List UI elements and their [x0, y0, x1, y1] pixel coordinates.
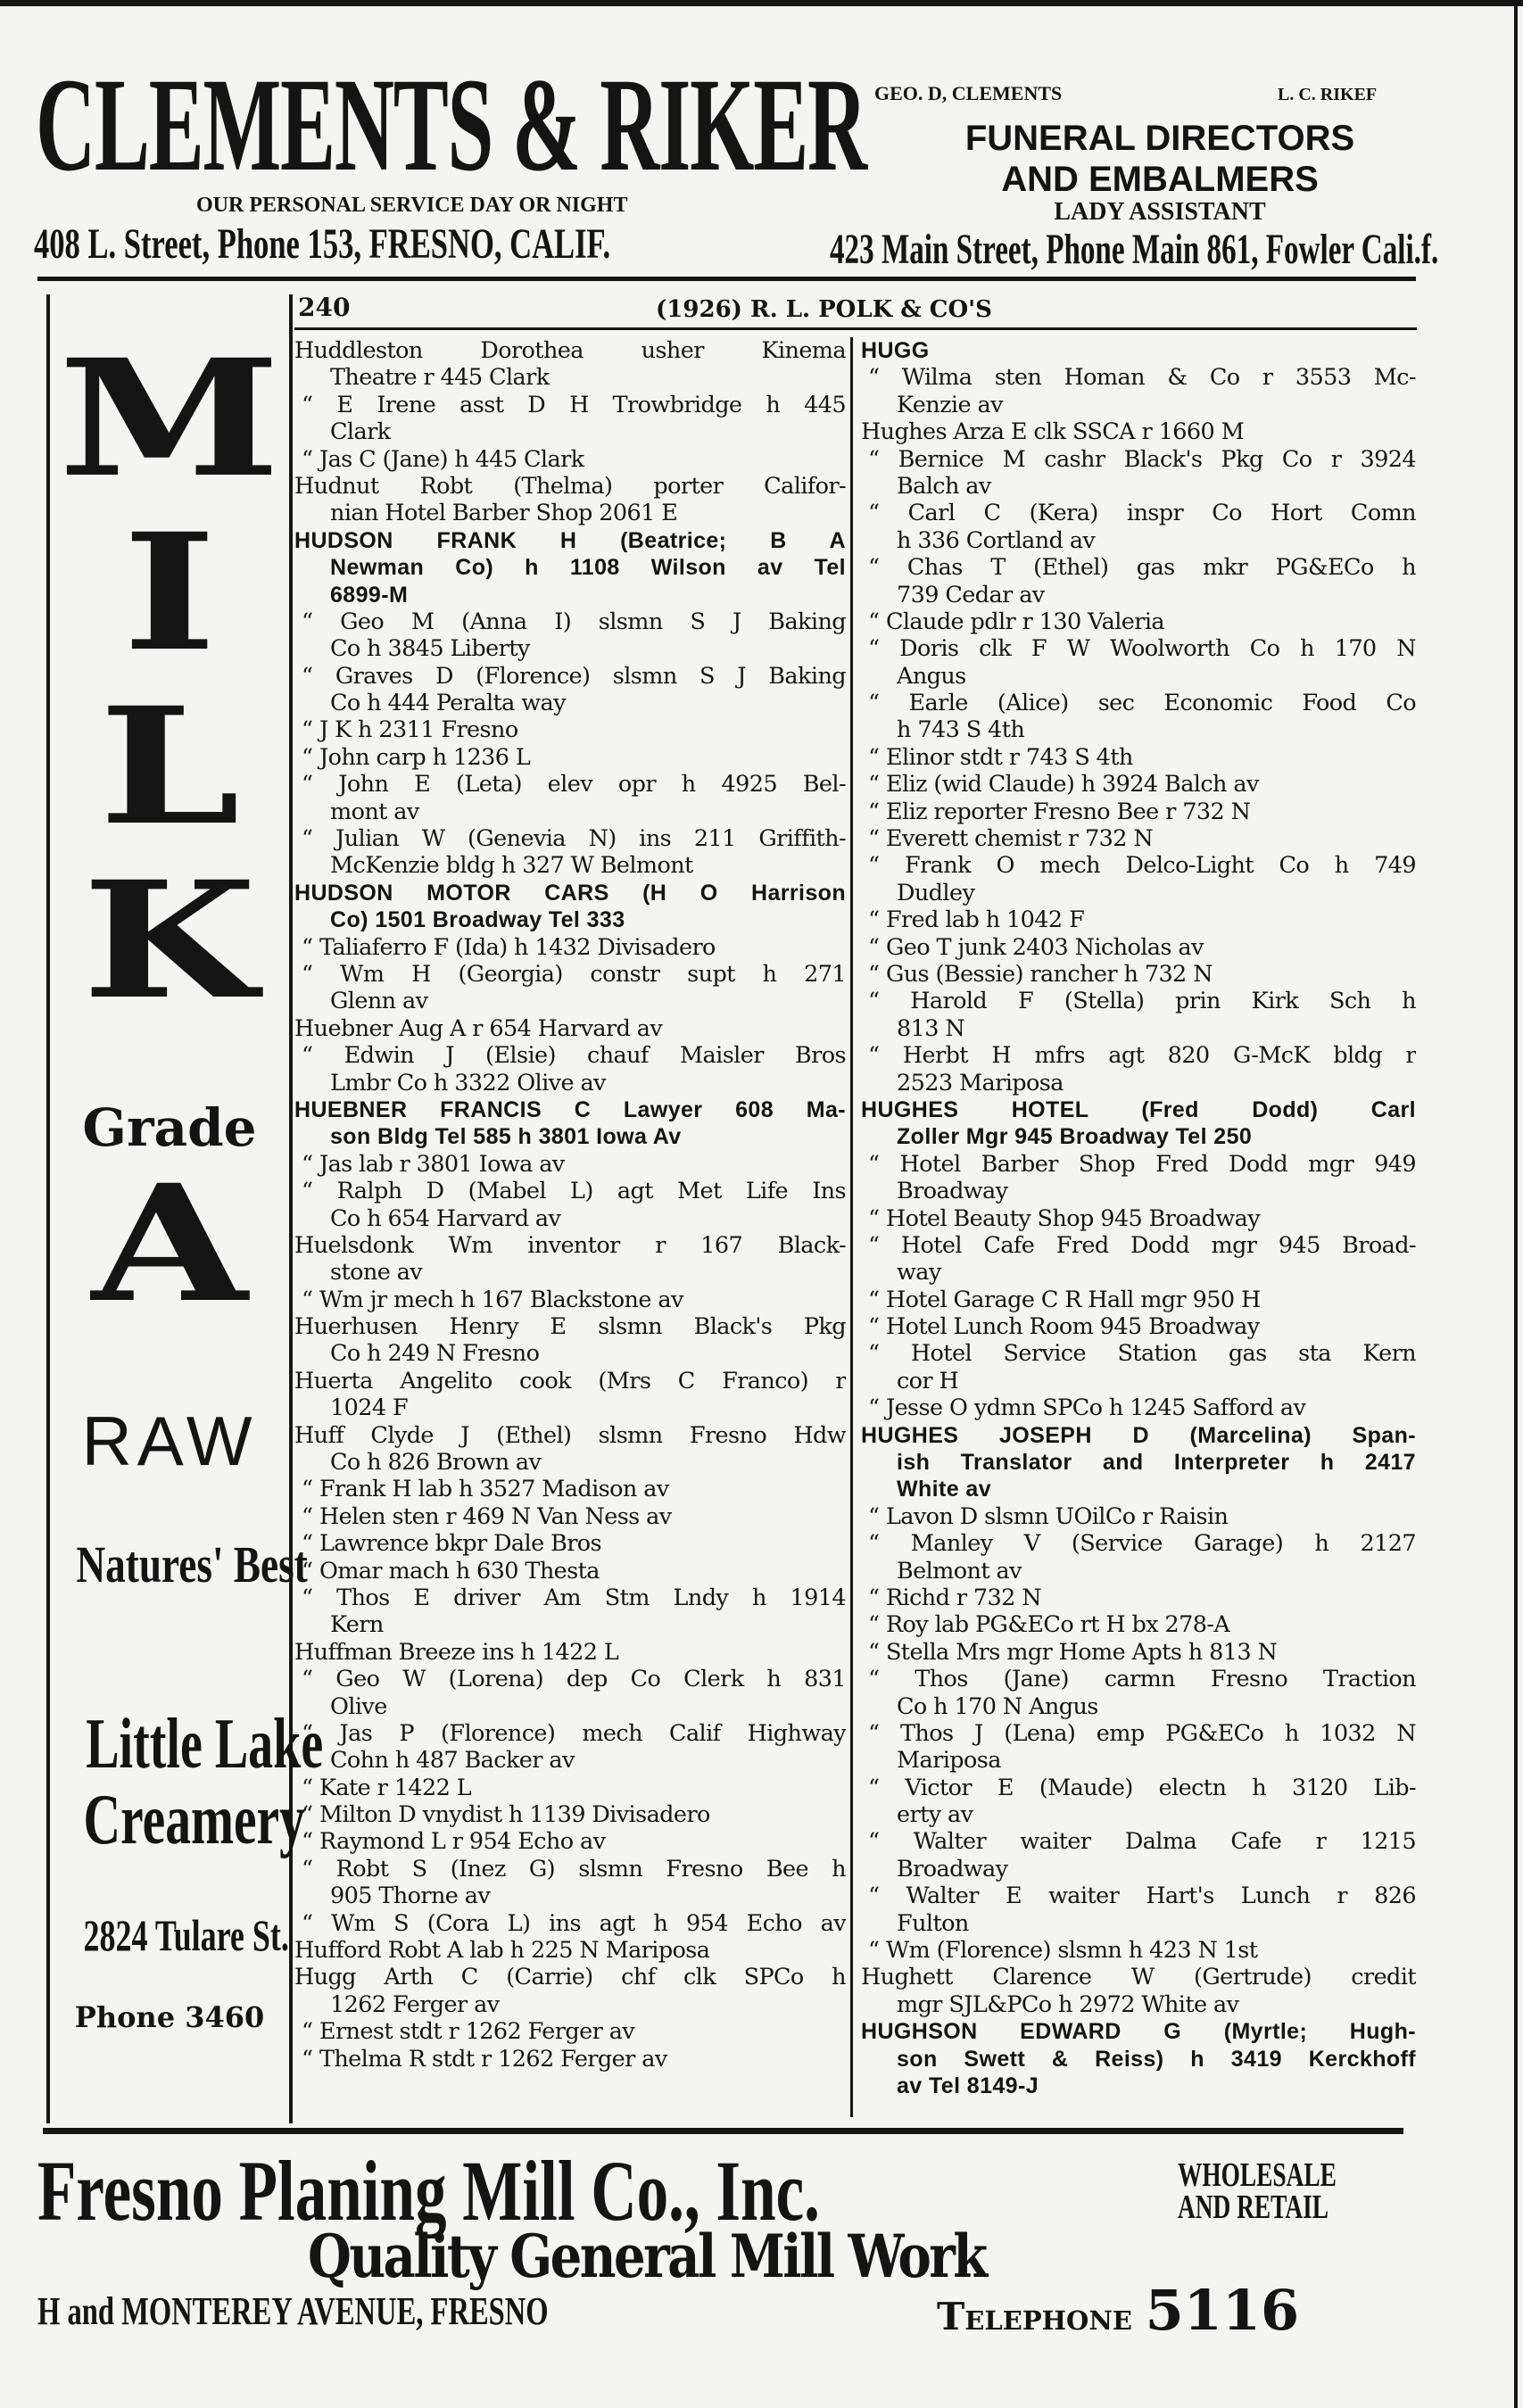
- directory-entry-line: “ Fred lab h 1042 F: [868, 906, 1085, 934]
- directory-entry-line: “ Lawrence bkpr Dale Bros: [302, 1530, 602, 1558]
- mill-wholesale-line-1: WHOLESALE: [1178, 2156, 1337, 2194]
- directory-entry-line: “ Thos E driver Am Stm Lndy h 1914: [302, 1584, 846, 1611]
- directory-entry-line: HUDSON FRANK H (Beatrice; B A: [294, 527, 846, 553]
- mill-telephone-label: Telephone: [937, 2295, 1132, 2338]
- directory-entry-line: “ Ernest stdt r 1262 Ferger av: [302, 2018, 635, 2046]
- directory-entry-line: “ Taliaferro F (Ida) h 1432 Divisadero: [302, 933, 716, 961]
- directory-entry-line: “ Lavon D slsmn UOilCo r Raisin: [868, 1502, 1229, 1530]
- directory-entry-line: Hughett Clarence W (Gertrude) credit: [861, 1964, 1416, 1991]
- directory-entry-line: “ Herbt H mfrs agt 820 G-McK bldg r: [868, 1042, 1416, 1070]
- ad-tagline: OUR PERSONAL SERVICE DAY OR NIGHT: [196, 194, 628, 217]
- directory-entry-line: mont av: [330, 798, 419, 825]
- directory-entry-line: h 743 S 4th: [897, 716, 1025, 744]
- directory-entry-line: HUGG: [861, 338, 930, 363]
- directory-entry-line: “ Helen sten r 469 N Van Ness av: [302, 1502, 672, 1530]
- directory-entry-line: “ E Irene asst D H Trowbridge h 445: [302, 391, 846, 418]
- directory-entry-line: Newman Co) h 1108 Wilson av Tel: [330, 555, 846, 581]
- directory-entry-line: erty av: [897, 1801, 973, 1829]
- directory-entry-line: son Swett & Reiss) h 3419 Kerckhoff: [897, 2046, 1416, 2072]
- directory-entry-line: Hughes Arza E clk SSCA r 1660 M: [861, 418, 1245, 446]
- directory-entry-line: 739 Cedar av: [897, 581, 1045, 608]
- directory-entry-line: Fulton: [897, 1909, 969, 1937]
- directory-entry-line: Broadway: [897, 1855, 1008, 1883]
- mill-telephone-number: 5116: [1145, 2278, 1300, 2343]
- directory-entry-line: “ Thos J (Lena) emp PG&ECo h 1032 N: [868, 1719, 1416, 1747]
- ad-service-line-1: FUNERAL DIRECTORS: [964, 119, 1355, 158]
- directory-entry-line: “ Hotel Service Station gas sta Kern: [868, 1340, 1416, 1368]
- directory-entry-line: av Tel 8149-J: [897, 2073, 1039, 2098]
- ad-service-line-2: AND EMBALMERS: [1001, 160, 1319, 199]
- directory-entry-line: “ Graves D (Florence) slsmn S J Baking: [302, 662, 846, 690]
- directory-entry-line: “ Claude pdlr r 130 Valeria: [868, 608, 1164, 635]
- directory-entry-line: “ Elinor stdt r 743 S 4th: [868, 743, 1133, 771]
- directory-entry-line: “ Gus (Bessie) rancher h 732 N: [868, 960, 1213, 988]
- directory-entry-line: “ Edwin J (Elsie) chauf Maisler Bros: [302, 1042, 846, 1070]
- directory-entry-line: “ Geo M (Anna I) slsmn S J Baking: [302, 608, 846, 635]
- directory-entry-line: “ Hotel Lunch Room 945 Broadway: [868, 1313, 1260, 1341]
- mill-wholesale-line-2: AND RETAIL: [1178, 2189, 1328, 2226]
- directory-entry-line: “ Milton D vnydist h 1139 Divisadero: [302, 1801, 710, 1829]
- directory-entry-line: “ Jesse O ydmn SPCo h 1245 Safford av: [868, 1394, 1306, 1422]
- directory-entry-line: Broadway: [897, 1178, 1008, 1205]
- directory-entry-line: “ Omar mach h 630 Thesta: [302, 1557, 600, 1585]
- footer-top-rule: [43, 2128, 1403, 2134]
- directory-entry-line: Kenzie av: [897, 391, 1003, 418]
- milk-letter-l: L: [98, 673, 241, 861]
- directory-entry-line: HUGHSON EDWARD G (Myrtle; Hugh-: [861, 2019, 1416, 2045]
- directory-entry-line: Co h 3845 Liberty: [330, 635, 530, 663]
- directory-entry-line: Huff Clyde J (Ethel) slsmn Fresno Hdw: [294, 1421, 846, 1449]
- directory-entry-line: HUGHES JOSEPH D (Marcelina) Span-: [861, 1422, 1416, 1448]
- directory-entry-line: “ Hotel Barber Shop Fred Dodd mgr 949: [868, 1150, 1416, 1178]
- directory-entry-line: “ Walter E waiter Hart's Lunch r 826: [868, 1883, 1416, 1910]
- ad-partner-left: GEO. D, CLEMENTS: [874, 82, 1063, 104]
- directory-entry-line: “ Hotel Beauty Shop 945 Broadway: [868, 1204, 1261, 1232]
- ad-partner-right: L. C. RIKEF: [1278, 85, 1378, 104]
- directory-entry-line: “ Wilma sten Homan & Co r 3553 Mc-: [868, 364, 1416, 392]
- directory-entry-line: Belmont av: [897, 1557, 1022, 1585]
- directory-entry-line: “ Eliz reporter Fresno Bee r 732 N: [868, 798, 1251, 825]
- directory-entry-line: 905 Thorne av: [330, 1883, 491, 1910]
- milk-company-line-2: Creamery: [83, 1781, 305, 1859]
- directory-entry-line: “ Raymond L r 954 Echo av: [302, 1828, 606, 1856]
- milk-address: 2824 Tulare St.: [83, 1910, 289, 1960]
- directory-entry-line: HUGHES HOTEL (Fred Dodd) Carl: [861, 1096, 1416, 1122]
- mill-telephone: [937, 2278, 1299, 2343]
- directory-entry-line: “ Frank H lab h 3527 Madison av: [302, 1476, 669, 1503]
- directory-entry-line: “ Wm S (Cora L) ins agt h 954 Echo av: [302, 1909, 846, 1937]
- directory-entry-line: Cohn h 487 Backer av: [330, 1747, 575, 1775]
- directory-entry-line: “ J K h 2311 Fresno: [302, 716, 518, 744]
- directory-entry-line: “ Wm jr mech h 167 Blackstone av: [302, 1286, 683, 1313]
- directory-entry-line: Co h 170 N Angus: [897, 1692, 1098, 1720]
- directory-entry-line: Co h 826 Brown av: [330, 1449, 542, 1477]
- directory-entry-line: Huerta Angelito cook (Mrs C Franco) r: [294, 1367, 846, 1394]
- directory-entry-line: “ Hotel Cafe Fred Dodd mgr 945 Broad-: [868, 1231, 1416, 1259]
- directory-entry-line: “ Bernice M cashr Black's Pkg Co r 3924: [868, 445, 1416, 473]
- directory-entry-line: “ Victor E (Maude) electn h 3120 Lib-: [868, 1774, 1416, 1801]
- directory-entry-line: “ Geo W (Lorena) dep Co Clerk h 831: [302, 1666, 846, 1693]
- directory-entry-line: “ Geo T junk 2403 Nicholas av: [868, 933, 1204, 961]
- top-border: [0, 0, 1523, 6]
- directory-entry-line: “ Stella Mrs mgr Home Apts h 813 N: [868, 1638, 1278, 1666]
- mill-address: H and MONTEREY AVENUE, FRESNO: [37, 2289, 549, 2333]
- directory-entry-line: 1262 Ferger av: [330, 1990, 500, 2018]
- header-bottom-rule: [37, 277, 1416, 281]
- directory-entry-line: Lmbr Co h 3322 Olive av: [330, 1069, 606, 1096]
- directory-entry-line: Co h 444 Peralta way: [330, 690, 566, 717]
- milk-grade: Grade: [82, 1097, 257, 1158]
- directory-entry-line: stone av: [330, 1259, 423, 1287]
- directory-entry-line: Dudley: [897, 879, 975, 906]
- directory-entry-line: HUEBNER FRANCIS C Lawyer 608 Ma-: [294, 1096, 846, 1122]
- directory-entry-line: “ Thelma R stdt r 1262 Ferger av: [302, 2045, 667, 2073]
- directory-entry-line: Glenn av: [330, 988, 428, 1015]
- directory-entry-line: “ Wm H (Georgia) constr supt h 271: [302, 960, 846, 988]
- directory-entry-line: “ Jas C (Jane) h 445 Clark: [302, 445, 584, 473]
- directory-entry-line: son Bldg Tel 585 h 3801 Iowa Av: [330, 1124, 682, 1150]
- directory-entry-line: HUDSON MOTOR CARS (H O Harrison: [294, 880, 846, 906]
- directory-entry-line: Huddleston Dorothea usher Kinema: [294, 337, 846, 364]
- directory-entry-line: Theatre r 445 Clark: [330, 364, 550, 392]
- milk-raw: RAW: [81, 1402, 258, 1480]
- directory-entry-line: “ Earle (Alice) sec Economic Food Co: [868, 690, 1416, 717]
- page-number: 240: [298, 293, 351, 322]
- milk-letter-m: M: [58, 325, 281, 513]
- directory-entry-line: 2523 Mariposa: [897, 1069, 1064, 1096]
- directory-entry-line: Zoller Mgr 945 Broadway Tel 250: [897, 1124, 1253, 1150]
- directory-right-column: [861, 337, 1416, 2099]
- mill-title: Fresno Planing Mill Co., Inc.: [37, 2143, 820, 2238]
- mill-wholesale: [1178, 2156, 1337, 2226]
- directory-entry-line: 1024 F: [330, 1394, 409, 1422]
- directory-entry-line: Hudnut Robt (Thelma) porter Califor-: [294, 472, 846, 500]
- directory-entry-line: “ Chas T (Ethel) gas mkr PG&ECo h: [868, 554, 1416, 582]
- right-page-edge: [1514, 0, 1518, 2408]
- directory-entry-line: “ Doris clk F W Woolworth Co h 170 N: [868, 635, 1416, 663]
- directory-entry-line: McKenzie bldg h 327 W Belmont: [330, 852, 693, 880]
- directory-entry-line: “ Hotel Garage C R Hall mgr 950 H: [868, 1286, 1261, 1313]
- milk-slogan: Natures' Best: [76, 1535, 308, 1593]
- milk-ad: [46, 294, 324, 2123]
- directory-entry-line: Olive: [330, 1692, 387, 1720]
- directory-entry-line: ish Translator and Interpreter h 2417: [897, 1450, 1416, 1476]
- column-divider: [850, 337, 853, 2117]
- mill-slogan: Quality General Mill Work: [308, 2222, 986, 2291]
- directory-entry-line: Hugg Arth C (Carrie) chf clk SPCo h: [294, 1964, 846, 1991]
- directory-entry-line: way: [897, 1259, 941, 1287]
- directory-entry-line: White av: [897, 1477, 991, 1502]
- directory-entry-line: cor H: [897, 1367, 959, 1394]
- directory-entry-line: “ John carp h 1236 L: [302, 743, 531, 771]
- directory-entry-line: h 336 Cortland av: [897, 526, 1096, 554]
- directory-entry-line: mgr SJL&PCo h 2972 White av: [897, 1990, 1239, 2018]
- directory-entry-line: Huelsdonk Wm inventor r 167 Black-: [294, 1231, 846, 1259]
- directory-entry-line: Balch av: [897, 472, 991, 500]
- directory-entry-line: Co) 1501 Broadway Tel 333: [330, 907, 625, 933]
- directory-entry-line: “ Jas P (Florence) mech Calif Highway: [302, 1719, 846, 1747]
- directory-entry-line: 6899-M: [330, 582, 409, 608]
- milk-letter-k: K: [82, 847, 257, 1035]
- ad-title: CLEMENTS & RIKER: [36, 51, 866, 199]
- directory-entry-line: “ Wm (Florence) slsmn h 423 N 1st: [868, 1937, 1258, 1965]
- directory-entry-line: “ Manley V (Service Garage) h 2127: [868, 1530, 1416, 1558]
- directory-entry-line: “ Jas lab r 3801 Iowa av: [302, 1150, 565, 1178]
- directory-entry-line: “ Thos (Jane) carmn Fresno Traction: [868, 1666, 1416, 1693]
- running-head-rule: [294, 327, 1417, 330]
- directory-entry-line: Co h 654 Harvard av: [330, 1204, 561, 1232]
- directory-entry-line: Huebner Aug A r 654 Harvard av: [294, 1014, 663, 1042]
- directory-left-column: [294, 337, 846, 2073]
- directory-entry-line: “ Roy lab PG&ECo rt H bx 278-A: [868, 1611, 1230, 1639]
- directory-entry-line: Kern: [330, 1611, 384, 1639]
- directory-entry-line: “ Everett chemist r 732 N: [868, 825, 1154, 853]
- directory-entry-line: Huerhusen Henry E slsmn Black's Pkg: [294, 1313, 846, 1341]
- directory-entry-line: “ Kate r 1422 L: [302, 1774, 472, 1801]
- directory-entry-line: “ Carl C (Kera) inspr Co Hort Comn: [868, 500, 1416, 527]
- milk-company-line-1: Little Lake: [86, 1705, 324, 1783]
- running-head: (1926) R. L. POLK & CO'S: [656, 296, 992, 323]
- directory-entry-line: “ Robt S (Inez G) slsmn Fresno Bee h: [302, 1855, 846, 1883]
- ad-services: [892, 118, 1428, 200]
- directory-entry-line: Angus: [897, 662, 966, 690]
- ad-lady-assistant: LADY ASSISTANT: [1054, 198, 1266, 226]
- ad-fresno-address: 408 L. Street, Phone 153, FRESNO, CALIF.: [34, 220, 611, 268]
- milk-letter-i: I: [122, 499, 217, 687]
- milk-phone: Phone 3460: [74, 2000, 265, 2034]
- directory-entry-line: “ Julian W (Genevia N) ins 211 Griffith-: [302, 825, 846, 853]
- directory-entry-line: Co h 249 N Fresno: [330, 1340, 540, 1368]
- directory-entry-line: Clark: [330, 418, 391, 446]
- directory-entry-line: nian Hotel Barber Shop 2061 E: [330, 500, 678, 527]
- directory-entry-line: “ Harold F (Stella) prin Kirk Sch h: [868, 988, 1416, 1015]
- milk-grade-letter: A: [91, 1150, 248, 1338]
- directory-entry-line: “ Richd r 732 N: [868, 1584, 1042, 1611]
- directory-entry-line: “ Frank O mech Delco-Light Co h 749: [868, 852, 1416, 880]
- directory-entry-line: Hufford Robt A lab h 225 N Mariposa: [294, 1937, 710, 1965]
- directory-entry-line: “ Walter waiter Dalma Cafe r 1215: [868, 1828, 1416, 1856]
- ad-fowler-address: 423 Main Street, Phone Main 861, Fowler Cali.f.: [830, 226, 1439, 273]
- directory-entry-line: “ John E (Leta) elev opr h 4925 Bel-: [302, 771, 846, 799]
- directory-entry-line: “ Eliz (wid Claude) h 3924 Balch av: [868, 771, 1259, 799]
- directory-entry-line: Huffman Breeze ins h 1422 L: [294, 1638, 619, 1666]
- directory-entry-line: 813 N: [897, 1014, 965, 1042]
- directory-entry-line: Mariposa: [897, 1747, 1001, 1775]
- directory-entry-line: “ Ralph D (Mabel L) agt Met Life Ins: [302, 1178, 846, 1205]
